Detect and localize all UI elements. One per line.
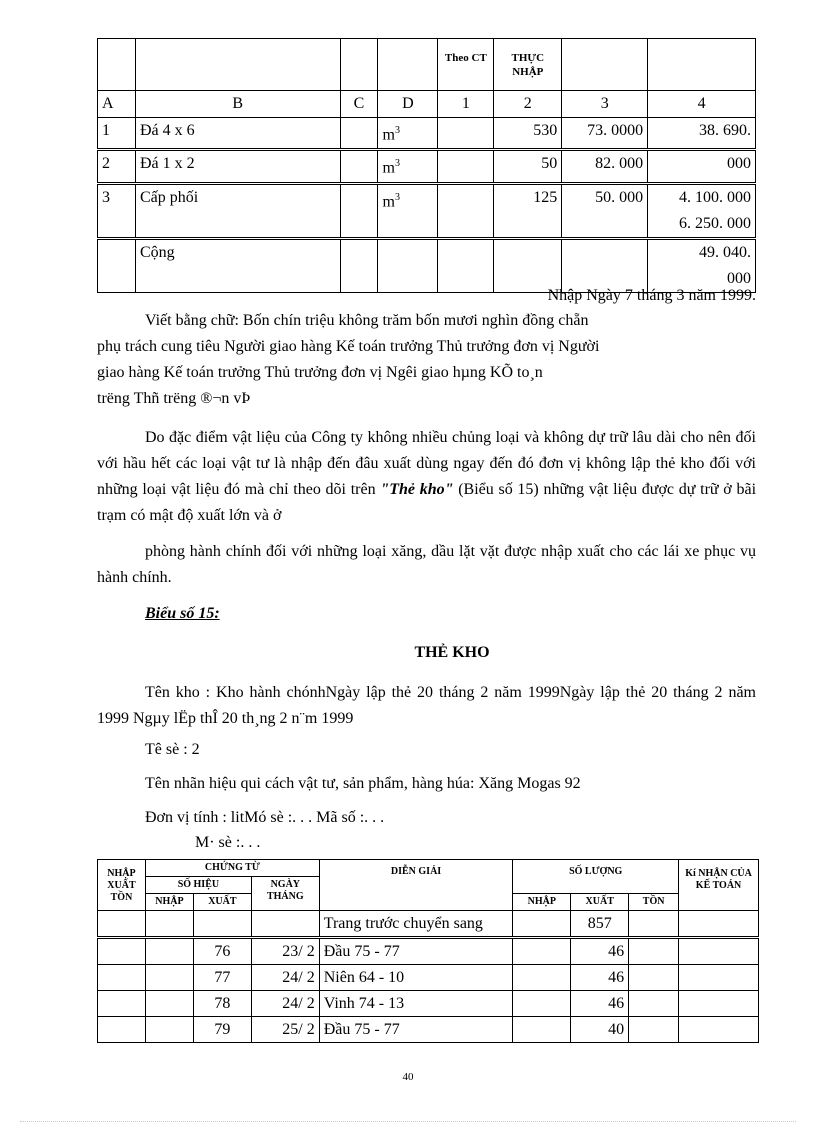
total-row <box>98 238 756 292</box>
cell-price: 82. 000 <box>562 150 648 183</box>
words-line: Viết bằng chữ: Bốn chín triệu không trăm bốn mươi nghìn đồng chẵn <box>145 312 589 329</box>
cell-desc: Trang trước chuyển sang <box>319 911 513 938</box>
cell-stt: 2 <box>98 150 136 183</box>
cell-stt: 3 <box>98 183 136 238</box>
ten-kho-line: Tên kho : Kho hành chónhNgày lập thẻ 20 tháng 2 năm 1999Ngày lập thẻ 20 tháng 2 năm 1999 Ngµy lËp thÎ 20 th¸ng 2 n¨m 1999 <box>97 684 756 727</box>
paragraph-a: Do đặc điểm vật liệu của Công ty không nhiều chủng loại và không dự trữ lâu dài cho nên đối với hầu hết các loại vật tư là nhập đến đâu xuất dùng ngay đến đó đơn vị không lập thẻ kho đối với những loại vật liệu đó mà chỉ theo dõi trên "Thẻ kho" (Biểu số 15) những vật liệu được dự trữ ở bãi trạm có mật độ xuất lớn và ở <box>97 429 757 524</box>
page-edge <box>20 1121 796 1122</box>
table-row <box>98 911 759 938</box>
header-row <box>98 39 756 91</box>
cell-qty: 125 <box>494 183 562 238</box>
header-sl-xuat: XUẤT <box>571 894 629 911</box>
cell-ngay: 24/ 2 <box>251 991 319 1017</box>
signature-line-3: trëng Thñ trëng ®¬n vÞ <box>97 390 251 407</box>
cell-desc: Vinh 74 - 13 <box>319 991 513 1017</box>
col-letter: 1 <box>438 91 494 118</box>
table-row <box>98 1017 759 1043</box>
date-line: Nhập Ngày 7 tháng 3 năm 1999. <box>547 287 756 304</box>
table-row <box>98 150 756 183</box>
stock-card-table <box>97 859 759 1043</box>
total-amount: 49. 040. 000 <box>648 238 756 292</box>
col-letter: B <box>135 91 340 118</box>
cell-unit: $m^3$ <box>378 118 438 150</box>
cell-ngay: 25/ 2 <box>251 1017 319 1043</box>
col-letter: 2 <box>494 91 562 118</box>
cell-desc: Niên 64 - 10 <box>319 965 513 991</box>
cell-qty: 530 <box>494 118 562 150</box>
letter-row <box>98 91 756 118</box>
header-so-luong: SỐ LƯỢNG <box>513 860 679 894</box>
header-chung-tu: CHỨNG TỪ <box>145 860 319 877</box>
cell-so: 78 <box>193 991 251 1017</box>
table-row <box>98 183 756 238</box>
header-ngay-thang: NGÀY THÁNG <box>251 877 319 911</box>
cell-desc: Đầu 75 - 77 <box>319 938 513 965</box>
cell-qty: 50 <box>494 150 562 183</box>
cell-amount: 4. 100. 000 6. 250. 000 <box>648 183 756 238</box>
cell-unit: $m^3$ <box>378 183 438 238</box>
header-ky-nhan: Kí NHẬN CỦA KẾ TOÁN <box>679 860 759 911</box>
header-so-hieu: SỐ HIỆU <box>145 877 251 894</box>
cell-ngay: 24/ 2 <box>251 965 319 991</box>
cell-xuat: 40 <box>571 1017 629 1043</box>
header-sl-ton: TỒN <box>629 894 679 911</box>
cell-price: 50. 000 <box>562 183 648 238</box>
col-letter: 3 <box>562 91 648 118</box>
the-kho-title: THẺ KHO <box>414 644 490 661</box>
table-row <box>98 991 759 1017</box>
cell-unit: $m^3$ <box>378 150 438 183</box>
cell-price: 73. 0000 <box>562 118 648 150</box>
cell-xuat: 46 <box>571 938 629 965</box>
ten-nhan-hieu: Tên nhãn hiệu qui cách vật tư, sản phẩm, hàng húa: Xăng Mogas 92 <box>145 775 581 792</box>
header-xuat: XUẤT <box>193 894 251 911</box>
page-number: 40 <box>402 1071 414 1083</box>
cell-so: 76 <box>193 938 251 965</box>
signature-line-1: phụ trách cung tiêu Người giao hàng Kế toán trưởng Thủ trưởng đơn vị Người <box>97 338 600 355</box>
don-vi-tinh: Đơn vị tính : litMó sè :. . . Mã số :. . . <box>145 809 385 826</box>
table-row <box>98 965 759 991</box>
cell-so: 79 <box>193 1017 251 1043</box>
cell-amount: 000 <box>648 150 756 183</box>
header-thuc-nhap: THỰC NHẬP <box>511 52 545 78</box>
col-letter: A <box>98 91 136 118</box>
col-letter: 4 <box>648 91 756 118</box>
header-nhap: NHẬP <box>145 894 193 911</box>
cell-name: Đá 4 x 6 <box>135 118 340 150</box>
cell-ngay: 23/ 2 <box>251 938 319 965</box>
to-so: Tê sè : 2 <box>145 741 200 758</box>
bieu-so-heading: Biểu số 15: <box>145 605 220 622</box>
cell-amount: 38. 690. <box>648 118 756 150</box>
signature-line-2: giao hàng Kế toán trưởng Thủ trưởng đơn vị Ngêi giao hµng KÕ to¸n <box>97 364 543 381</box>
header-dien-giai: DIỄN GIẢI <box>319 860 513 911</box>
ma-so: M· sè :. . . <box>195 834 261 851</box>
cell-so: 77 <box>193 965 251 991</box>
cell-name: Đá 1 x 2 <box>135 150 340 183</box>
cell-stt: 1 <box>98 118 136 150</box>
the-kho-quote: "Thẻ kho" <box>380 481 454 498</box>
header-sl-nhap: NHẬP <box>513 894 571 911</box>
cell-xuat: 46 <box>571 965 629 991</box>
cell-desc: Đầu 75 - 77 <box>319 1017 513 1043</box>
table-row <box>98 938 759 965</box>
header-nxt: NHẬP XUẤT TỒN <box>98 860 146 911</box>
total-label: Cộng <box>135 238 340 292</box>
col-letter: C <box>340 91 378 118</box>
cell-name: Cấp phối <box>135 183 340 238</box>
table-row <box>98 118 756 150</box>
cell-xuat: 857 <box>571 911 629 938</box>
paragraph-b: phòng hành chính đối với những loại xăng, dầu lặt vặt được nhập xuất cho các lái xe phục vụ hành chính. <box>97 543 756 586</box>
cell-xuat: 46 <box>571 991 629 1017</box>
col-letter: D <box>378 91 438 118</box>
receipt-table <box>97 38 756 293</box>
header-theo-ct: Theo CT <box>444 52 487 64</box>
